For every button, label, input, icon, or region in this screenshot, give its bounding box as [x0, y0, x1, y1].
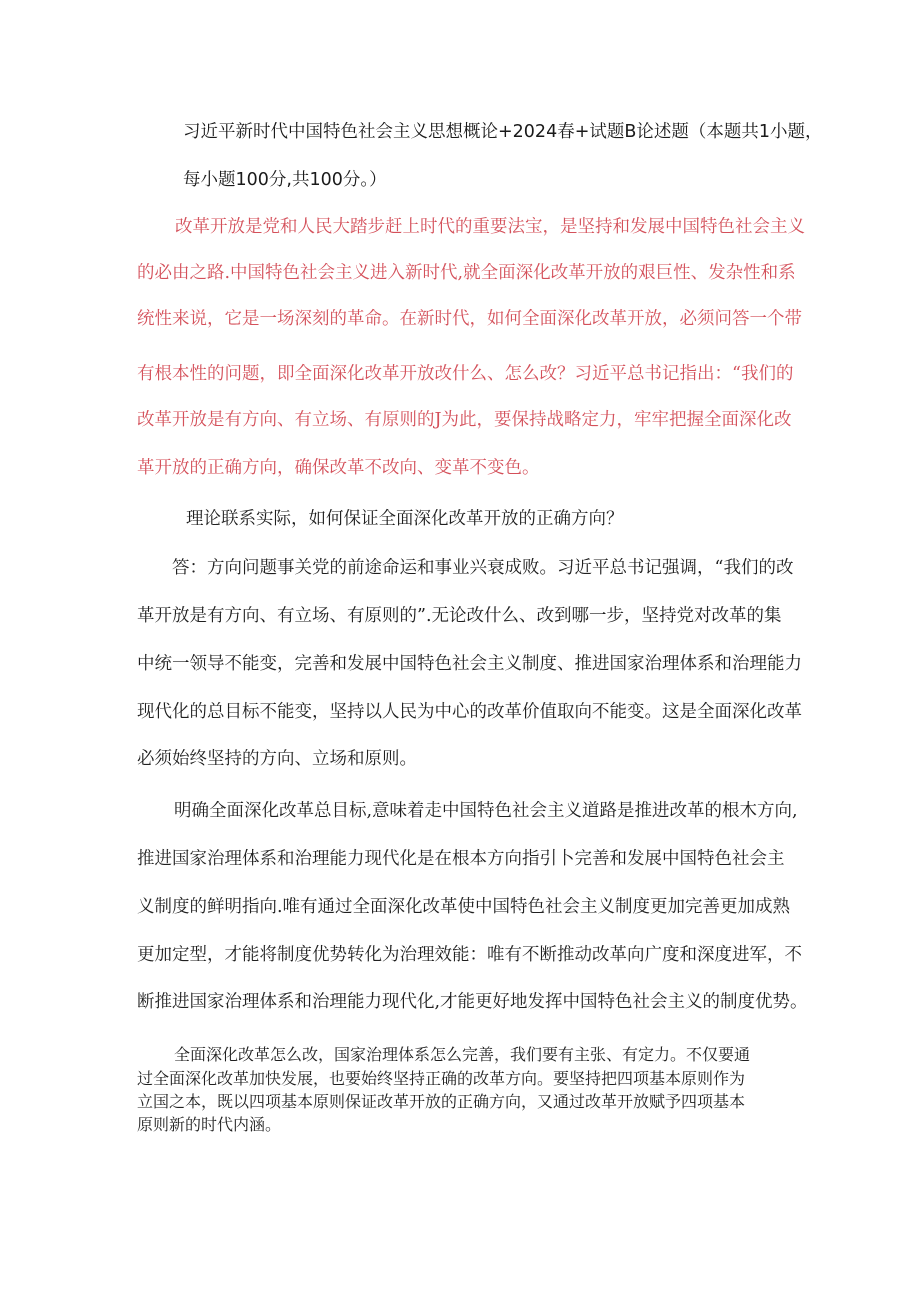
material-line-3: 统性来说，它是一场深刻的革命。在新时代，如何全面深化改革开放，必须问答一个带 [137, 309, 802, 329]
answer-para2-line-3: 义制度的鲜明指向.唯有通过全面深化改革使中国特色社会主义制度更加完善更加成熟 [137, 897, 791, 917]
answer-para3-line-4: 原则新的时代内涵。 [137, 1115, 282, 1134]
answer-para2-line-5: 断推进国家治理体系和治理能力现代化,才能更好地发挥中国特色社会主义的制度优势。 [137, 992, 808, 1012]
answer-para2-line-4: 更加定型，才能将制度优势转化为治理效能：唯有不断推动改革向广度和深度进军，不 [137, 945, 802, 965]
answer-para2-line-1: 明确全面深化改革总目标,意味着走中国特色社会主义道路是推进改革的根木方向, [174, 801, 798, 821]
answer-para1-line-5: 必须始终坚持的方向、立场和原则。 [137, 749, 417, 769]
answer-para3-line-1: 全面深化改革怎么改，国家治理体系怎么完善，我们要有主张、有定力。不仅要通 [174, 1045, 751, 1064]
exam-title-line-2: 每小题100分,共100分。） [183, 170, 387, 190]
material-line-4: 有根本性的问题，即全面深化改革开放改什么、怎么改？习近平总书记指出：“我们的 [137, 364, 794, 384]
answer-para1-line-4: 现代化的总目标不能变，坚持以人民为中心的改革价值取向不能变。这是全面深化改革 [137, 702, 802, 722]
material-line-5: 改革开放是有方向、有立场、有原则的J为此，要保持战略定力，牢牢把握全面深化改 [137, 410, 792, 430]
answer-para1-line-1: 答：方向问题事关党的前途命运和事业兴衰成败。习近平总书记强调，“我们的改 [172, 558, 794, 578]
material-line-6: 革开放的正确方向，确保改革不改向、变革不变色。 [137, 458, 540, 478]
answer-para1-line-3: 中统一领导不能变，完善和发展中国特色社会主义制度、推进国家治理体系和治理能力 [137, 654, 802, 674]
exam-title-line-1: 习近平新时代中国特色社会主义思想概论+2024春+试题B论述题（本题共1小题， [183, 122, 823, 142]
answer-para1-line-2: 革开放是有方向、有立场、有原则的”.无论改什么、改到哪一步，坚持党对改革的集 [137, 606, 782, 626]
answer-para2-line-2: 推进国家治理体系和治理能力现代化是在根本方向指引卜完善和发展中国特色社会主 [137, 849, 785, 869]
question-text: 理论联系实际，如何保证全面深化改革开放的正确方向？ [186, 509, 624, 529]
answer-para3-line-3: 立国之本，既以四项基本原则保证改革开放的正确方向，又通过改革开放赋予四项基本 [137, 1092, 746, 1111]
material-line-2: 的必由之路.中国特色社会主义进入新时代,就全面深化改革开放的艰巨性、发杂性和系 [137, 263, 796, 283]
answer-para3-line-2: 过全面深化改革加快发展，也要始终坚持正确的改革方向。要坚持把四项基本原则作为 [137, 1069, 746, 1088]
material-line-1: 改革开放是党和人民大踏步赶上时代的重要法宝，是坚持和发展中国特色社会主义 [175, 217, 805, 237]
